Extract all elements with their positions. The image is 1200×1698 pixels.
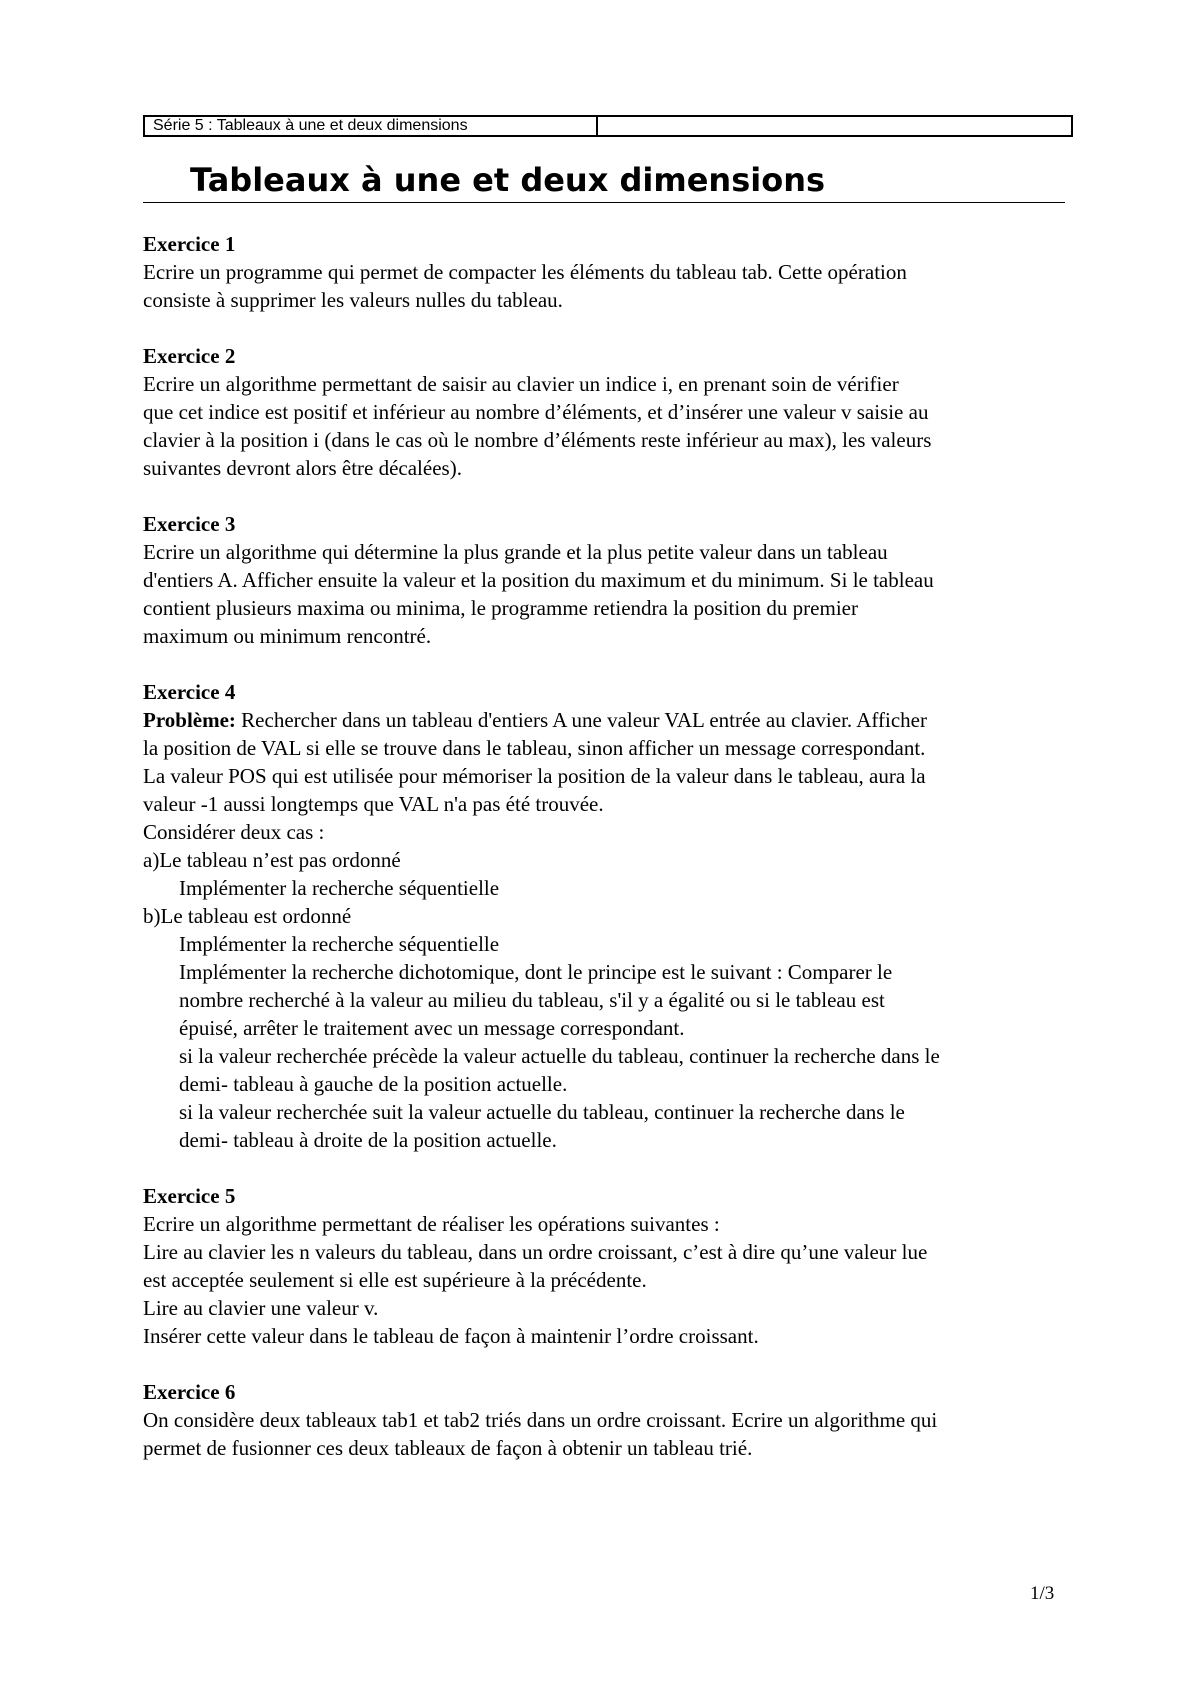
exercise-3-line: contient plusieurs maxima ou minima, le programme retiendra la position du premier [143, 596, 858, 620]
exercise-2-heading: Exercice 2 [143, 344, 236, 368]
exercise-1 [143, 230, 1073, 314]
exercise-3 [143, 510, 1073, 650]
exercise-4-case-b-item: nombre recherché à la valeur au milieu du tableau, s'il y a égalité ou si le tableau est [179, 988, 885, 1012]
exercise-5-heading: Exercice 5 [143, 1184, 236, 1208]
exercise-4-case-a-label: a)Le tableau n’est pas ordonné [143, 848, 401, 872]
exercise-4-case-b-item: demi- tableau à droite de la position actuelle. [179, 1128, 557, 1152]
exercise-6-line: permet de fusionner ces deux tableaux de façon à obtenir un tableau trié. [143, 1436, 753, 1460]
exercise-5-line: Lire au clavier les n valeurs du tableau, dans un ordre croissant, c’est à dire qu’une valeur lue [143, 1240, 928, 1264]
exercise-1-line: Ecrire un programme qui permet de compacter les éléments du tableau tab. Cette opération [143, 260, 907, 284]
exercise-3-line: maximum ou minimum rencontré. [143, 624, 432, 648]
problem-text: Rechercher dans un tableau d'entiers A une valeur VAL entrée au clavier. Afficher [235, 708, 927, 732]
exercise-4-heading: Exercice 4 [143, 680, 236, 704]
exercise-1-line: consiste à supprimer les valeurs nulles du tableau. [143, 288, 563, 312]
exercise-4-case-b-item: si la valeur recherchée précède la valeur actuelle du tableau, continuer la recherche dans le [179, 1044, 940, 1068]
exercise-2-line: clavier à la position i (dans le cas où le nombre d’éléments reste inférieur au max), les valeurs [143, 428, 932, 452]
page-title: Tableaux à une et deux dimensions [190, 161, 826, 199]
exercise-2-line: suivantes devront alors être décalées). [143, 456, 462, 480]
page-number: 1/3 [1030, 1583, 1055, 1604]
exercise-5-line: Ecrire un algorithme permettant de réaliser les opérations suivantes : [143, 1212, 720, 1236]
exercise-list [143, 230, 1073, 1490]
exercise-3-line: d'entiers A. Afficher ensuite la valeur et la position du maximum et du minimum. Si le tableau [143, 568, 934, 592]
exercise-4-problem [143, 706, 1073, 734]
exercise-3-line: Ecrire un algorithme qui détermine la plus grande et la plus petite valeur dans un tableau [143, 540, 888, 564]
exercise-4-case-b-item: Implémenter la recherche dichotomique, dont le principe est le suivant : Comparer le [179, 960, 893, 984]
exercise-4 [143, 678, 1073, 1154]
exercise-4-case-b-label: b)Le tableau est ordonné [143, 904, 352, 928]
header-empty-cell [598, 117, 1071, 135]
exercise-4-line: valeur -1 aussi longtemps que VAL n'a pas été trouvée. [143, 792, 604, 816]
exercise-5 [143, 1182, 1073, 1350]
exercise-6-line: On considère deux tableaux tab1 et tab2 triés dans un ordre croissant. Ecrire un algorithme qui [143, 1408, 938, 1432]
exercise-4-case-b-item: demi- tableau à gauche de la position actuelle. [179, 1072, 568, 1096]
exercise-5-line: est acceptée seulement si elle est supérieure à la précédente. [143, 1268, 647, 1292]
exercise-4-case-a-item: Implémenter la recherche séquentielle [179, 876, 500, 900]
exercise-4-line: Considérer deux cas : [143, 820, 325, 844]
problem-label: Problème: [143, 708, 236, 732]
exercise-5-line: Insérer cette valeur dans le tableau de façon à maintenir l’ordre croissant. [143, 1324, 759, 1348]
header-table [143, 115, 1073, 137]
series-label: Série 5 : Tableaux à une et deux dimensions [145, 117, 598, 135]
exercise-4-case-b-item: si la valeur recherchée suit la valeur actuelle du tableau, continuer la recherche dans le [179, 1100, 905, 1124]
exercise-4-line: la position de VAL si elle se trouve dans le tableau, sinon afficher un message correspondant. [143, 736, 926, 760]
exercise-1-heading: Exercice 1 [143, 232, 236, 256]
exercise-4-case-b-item: épuisé, arrêter le traitement avec un message correspondant. [179, 1016, 685, 1040]
exercise-2-line: Ecrire un algorithme permettant de saisir au clavier un indice i, en prenant soin de vérifier [143, 372, 899, 396]
title-underline [143, 202, 1065, 203]
exercise-2-line: que cet indice est positif et inférieur au nombre d’éléments, et d’insérer une valeur v saisie au [143, 400, 929, 424]
exercise-6-heading: Exercice 6 [143, 1380, 236, 1404]
exercise-6 [143, 1378, 1073, 1462]
exercise-4-line: La valeur POS qui est utilisée pour mémoriser la position de la valeur dans le tableau, aura la [143, 764, 926, 788]
exercise-5-line: Lire au clavier une valeur v. [143, 1296, 379, 1320]
exercise-2 [143, 342, 1073, 482]
exercise-4-case-b-item: Implémenter la recherche séquentielle [179, 932, 500, 956]
exercise-3-heading: Exercice 3 [143, 512, 236, 536]
